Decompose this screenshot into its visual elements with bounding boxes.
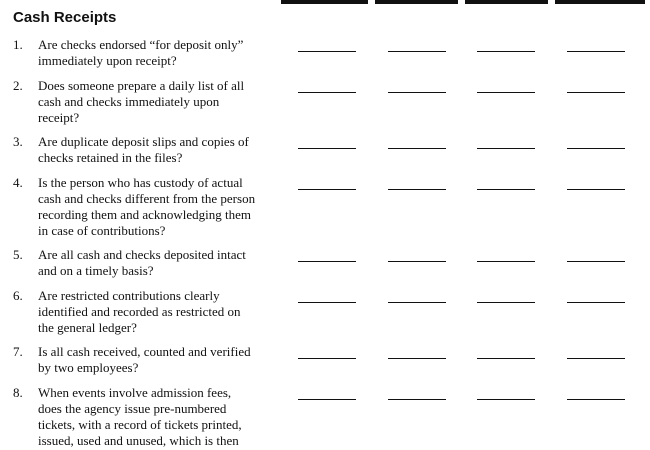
question-text-line: the general ledger? bbox=[38, 320, 137, 335]
question-text-line: identified and recorded as restricted on bbox=[38, 304, 241, 319]
question-number: 1. bbox=[13, 37, 23, 52]
answer-blank-column-2[interactable] bbox=[388, 302, 446, 303]
answer-blank-column-2[interactable] bbox=[388, 148, 446, 149]
column-header-bar-4 bbox=[555, 0, 645, 4]
question-text-line: checks retained in the files? bbox=[38, 150, 183, 165]
answer-blank-column-4[interactable] bbox=[567, 358, 625, 359]
answer-blank-column-4[interactable] bbox=[567, 261, 625, 262]
column-header-bar-1 bbox=[281, 0, 368, 4]
question-text-line: by two employees? bbox=[38, 360, 139, 375]
answer-blank-column-4[interactable] bbox=[567, 302, 625, 303]
section-title: Cash Receipts bbox=[13, 9, 117, 26]
answer-blank-column-3[interactable] bbox=[477, 92, 535, 93]
answer-blank-column-4[interactable] bbox=[567, 189, 625, 190]
question-text-line: receipt? bbox=[38, 110, 80, 125]
question-text-line: and on a timely basis? bbox=[38, 263, 154, 278]
answer-blank-column-1[interactable] bbox=[298, 358, 356, 359]
question-text-line: does the agency issue pre-numbered bbox=[38, 401, 227, 416]
question-text bbox=[38, 37, 283, 69]
question-number: 6. bbox=[13, 288, 23, 303]
answer-blank-column-1[interactable] bbox=[298, 51, 356, 52]
question-text-line: tickets, with a record of tickets printed, bbox=[38, 417, 242, 432]
question-number: 7. bbox=[13, 344, 23, 359]
question-text-line: cash and checks different from the person bbox=[38, 191, 256, 206]
answer-blank-column-4[interactable] bbox=[567, 92, 625, 93]
answer-blank-column-2[interactable] bbox=[388, 358, 446, 359]
question-text bbox=[38, 385, 283, 449]
question-number: 4. bbox=[13, 175, 23, 190]
answer-blank-column-3[interactable] bbox=[477, 189, 535, 190]
question-text-line: Are restricted contributions clearly bbox=[38, 288, 220, 303]
question-text-line: issued, used and unused, which is then bbox=[38, 433, 239, 448]
answer-blank-column-4[interactable] bbox=[567, 148, 625, 149]
answer-blank-column-4[interactable] bbox=[567, 51, 625, 52]
question-number: 5. bbox=[13, 247, 23, 262]
question-text-line: Are duplicate deposit slips and copies of bbox=[38, 134, 249, 149]
answer-blank-column-1[interactable] bbox=[298, 92, 356, 93]
answer-blank-column-2[interactable] bbox=[388, 51, 446, 52]
question-text bbox=[38, 175, 283, 239]
question-text-line: Is the person who has custody of actual bbox=[38, 175, 243, 190]
question-text bbox=[38, 247, 283, 279]
question-text bbox=[38, 134, 283, 166]
answer-blank-column-3[interactable] bbox=[477, 51, 535, 52]
question-text-line: cash and checks immediately upon bbox=[38, 94, 220, 109]
question-text bbox=[38, 78, 283, 126]
answer-blank-column-1[interactable] bbox=[298, 261, 356, 262]
answer-blank-column-3[interactable] bbox=[477, 399, 535, 400]
question-text bbox=[38, 288, 283, 336]
answer-blank-column-3[interactable] bbox=[477, 358, 535, 359]
question-text-line: Are all cash and checks deposited intact bbox=[38, 247, 246, 262]
question-number: 3. bbox=[13, 134, 23, 149]
answer-blank-column-3[interactable] bbox=[477, 148, 535, 149]
answer-blank-column-1[interactable] bbox=[298, 148, 356, 149]
answer-blank-column-4[interactable] bbox=[567, 399, 625, 400]
question-text-line: Does someone prepare a daily list of all bbox=[38, 78, 245, 93]
column-header-bar-3 bbox=[465, 0, 548, 4]
answer-blank-column-2[interactable] bbox=[388, 189, 446, 190]
question-number: 2. bbox=[13, 78, 23, 93]
answer-blank-column-1[interactable] bbox=[298, 302, 356, 303]
answer-blank-column-3[interactable] bbox=[477, 302, 535, 303]
answer-blank-column-2[interactable] bbox=[388, 92, 446, 93]
answer-blank-column-3[interactable] bbox=[477, 261, 535, 262]
answer-blank-column-2[interactable] bbox=[388, 399, 446, 400]
column-header-bars bbox=[0, 0, 650, 5]
question-text-line: in case of contributions? bbox=[38, 223, 166, 238]
question-text-line: Is all cash received, counted and verified bbox=[38, 344, 251, 359]
answer-blank-column-1[interactable] bbox=[298, 189, 356, 190]
answer-blank-column-2[interactable] bbox=[388, 261, 446, 262]
question-text-line: immediately upon receipt? bbox=[38, 53, 177, 68]
question-number: 8. bbox=[13, 385, 23, 400]
question-text bbox=[38, 344, 283, 376]
question-text-line: When events involve admission fees, bbox=[38, 385, 232, 400]
question-text-line: Are checks endorsed “for deposit only” bbox=[38, 37, 244, 52]
question-text-line: recording them and acknowledging them bbox=[38, 207, 251, 222]
column-header-bar-2 bbox=[375, 0, 458, 4]
answer-blank-column-1[interactable] bbox=[298, 399, 356, 400]
